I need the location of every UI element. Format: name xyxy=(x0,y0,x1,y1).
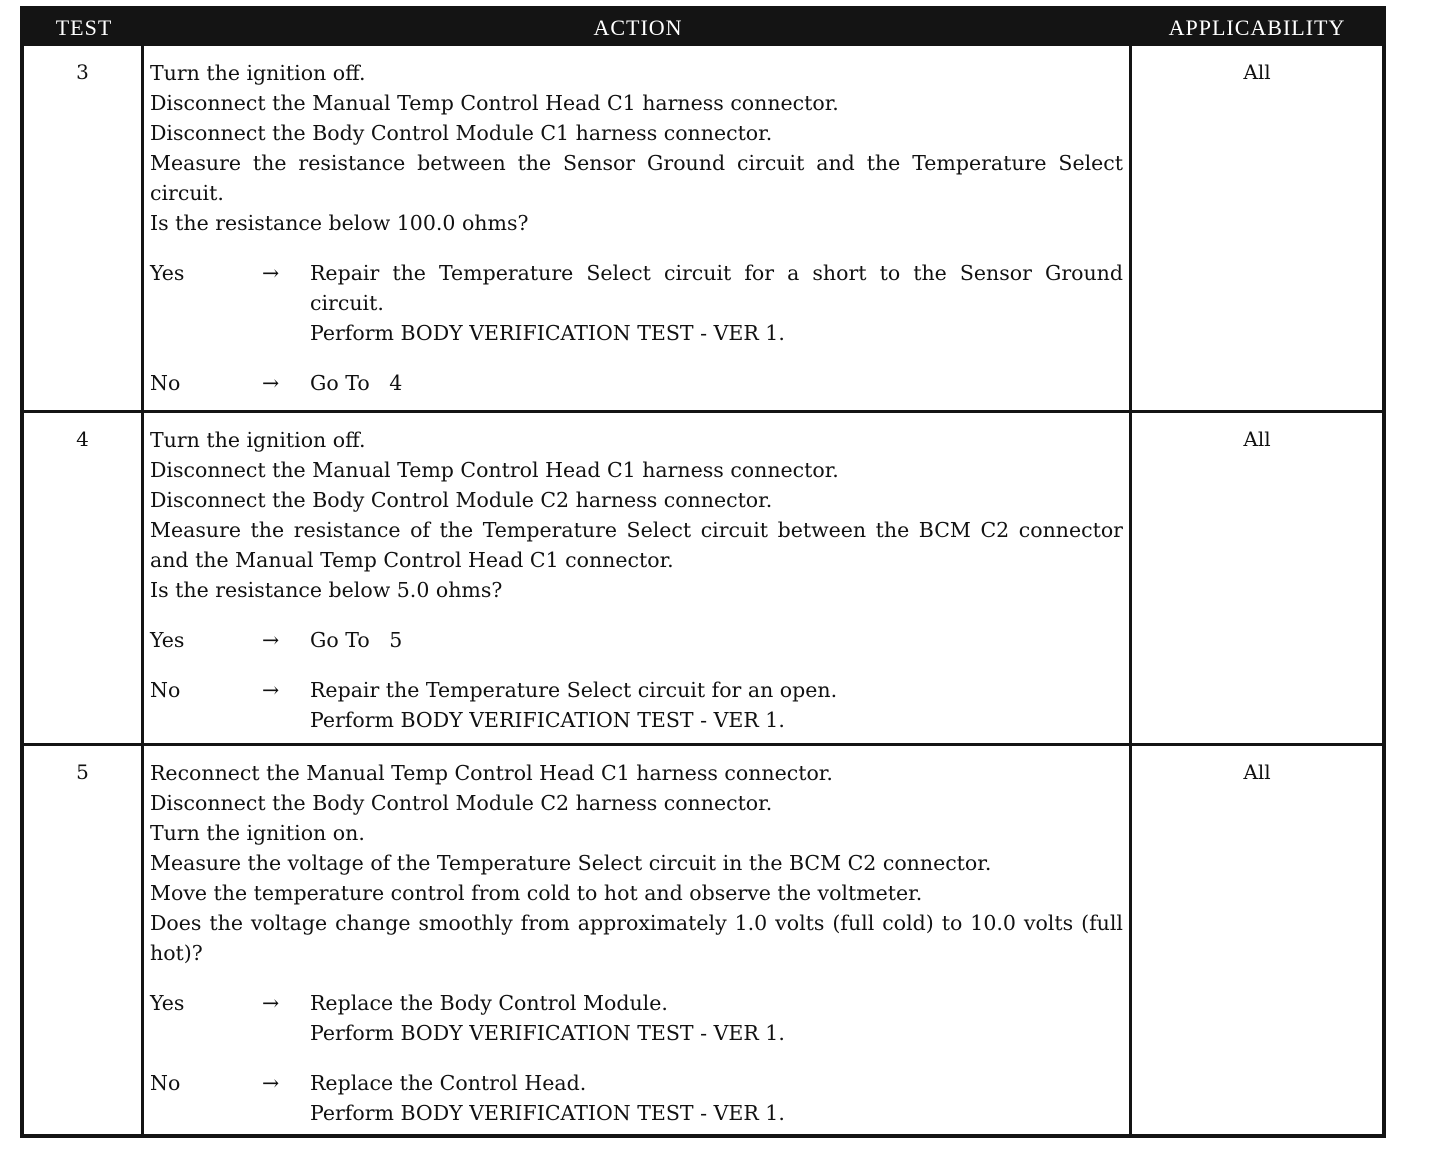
step-text: Disconnect the Body Control Module C1 harness connector. xyxy=(150,121,773,145)
header-action: ACTION xyxy=(144,10,1132,46)
header-applicability: APPLICABILITY xyxy=(1132,10,1382,46)
result-text: Perform BODY VERIFICATION TEST - VER 1. xyxy=(310,321,785,345)
result-text: Perform BODY VERIFICATION TEST - VER 1. xyxy=(310,1021,785,1045)
result-text: Replace the Control Head. xyxy=(310,1071,587,1095)
arrow-right-icon: → xyxy=(262,678,280,702)
applicability-value: All xyxy=(1132,410,1382,743)
arrow-right-icon: → xyxy=(262,371,280,395)
step-text: Turn the ignition on. xyxy=(150,821,365,845)
diagnostic-table xyxy=(20,6,1386,1138)
yes-result xyxy=(150,625,1123,655)
action-cell xyxy=(144,410,1132,743)
yes-label: Yes xyxy=(150,991,185,1015)
action-cell xyxy=(144,743,1132,1134)
yes-action xyxy=(310,988,1123,1048)
step-text: Measure the voltage of the Temperature Select circuit in the BCM C2 connector. xyxy=(150,851,992,875)
result-text: Go To 5 xyxy=(310,628,403,652)
step-text: Is the resistance below 100.0 ohms? xyxy=(150,211,529,235)
yes-action xyxy=(310,258,1123,348)
test-number: 3 xyxy=(24,46,144,410)
step-text: Disconnect the Body Control Module C2 harness connector. xyxy=(150,488,773,512)
result-text: Perform BODY VERIFICATION TEST - VER 1. xyxy=(310,1101,785,1125)
result-text: Repair the Temperature Select circuit for an open. xyxy=(310,678,838,702)
no-label: No xyxy=(150,678,181,702)
step-text: Measure the resistance of the Temperature Select circuit between the BCM C2 connector and the Manual Temp Control Head C1 connector. xyxy=(150,518,1123,572)
arrow-right-icon: → xyxy=(262,991,280,1015)
test-number: 5 xyxy=(24,743,144,1134)
step-list xyxy=(150,758,1123,968)
yes-result xyxy=(150,988,1123,1048)
step-text: Measure the resistance between the Sensor Ground circuit and the Temperature Select circuit. xyxy=(150,151,1123,205)
yes-action xyxy=(310,625,1123,655)
no-result xyxy=(150,675,1123,735)
result-text: Repair the Temperature Select circuit for a short to the Sensor Ground circuit. xyxy=(310,261,1123,315)
step-text: Is the resistance below 5.0 ohms? xyxy=(150,578,503,602)
step-text: Move the temperature control from cold to hot and observe the voltmeter. xyxy=(150,881,923,905)
step-text: Does the voltage change smoothly from approximately 1.0 volts (full cold) to 10.0 volts (full hot)? xyxy=(150,911,1123,965)
yes-label: Yes xyxy=(150,628,185,652)
step-text: Reconnect the Manual Temp Control Head C1 harness connector. xyxy=(150,761,833,785)
header-test: TEST xyxy=(24,10,144,46)
step-text: Disconnect the Body Control Module C2 harness connector. xyxy=(150,791,773,815)
step-text: Disconnect the Manual Temp Control Head C1 harness connector. xyxy=(150,458,839,482)
applicability-value: All xyxy=(1132,743,1382,1134)
result-text: Perform BODY VERIFICATION TEST - VER 1. xyxy=(310,708,785,732)
no-action xyxy=(310,675,1123,735)
step-list xyxy=(150,425,1123,605)
step-text: Turn the ignition off. xyxy=(150,428,366,452)
yes-result xyxy=(150,258,1123,348)
step-list xyxy=(150,58,1123,238)
arrow-right-icon: → xyxy=(262,261,280,285)
step-text: Turn the ignition off. xyxy=(150,61,366,85)
step-text: Disconnect the Manual Temp Control Head C1 harness connector. xyxy=(150,91,839,115)
no-result xyxy=(150,368,1123,398)
no-action xyxy=(310,368,1123,398)
arrow-right-icon: → xyxy=(262,628,280,652)
no-result xyxy=(150,1068,1123,1128)
action-cell xyxy=(144,46,1132,410)
result-text: Replace the Body Control Module. xyxy=(310,991,668,1015)
no-action xyxy=(310,1068,1123,1128)
no-label: No xyxy=(150,1071,181,1095)
test-number: 4 xyxy=(24,410,144,743)
applicability-value: All xyxy=(1243,60,1271,84)
yes-label: Yes xyxy=(150,261,185,285)
no-label: No xyxy=(150,371,181,395)
arrow-right-icon: → xyxy=(262,1071,280,1095)
result-text: Go To 4 xyxy=(310,371,403,395)
